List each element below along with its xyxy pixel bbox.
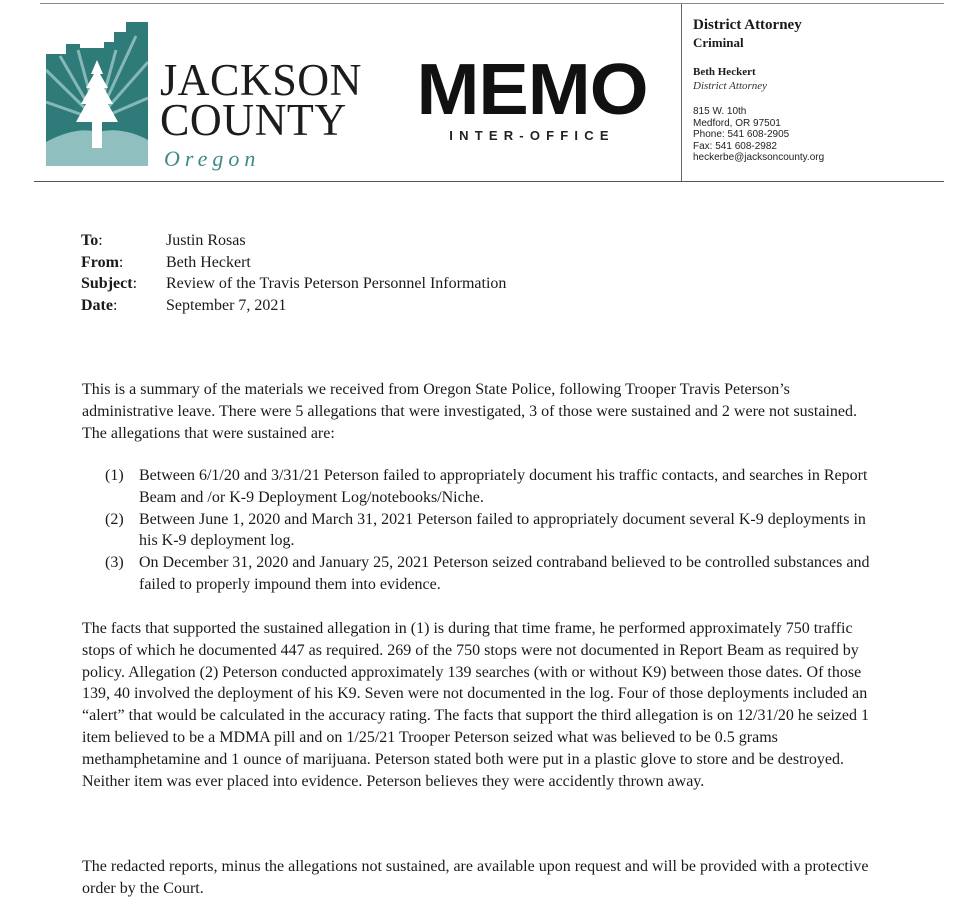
phone-number: Phone: 541 608-2905 [693, 129, 790, 141]
top-rule [40, 3, 944, 4]
county-name-line1: JACKSON [160, 55, 362, 105]
to-value: Justin Rosas [166, 232, 246, 249]
date-row [81, 295, 506, 317]
date-value: September 7, 2021 [166, 296, 287, 314]
county-state: Oregon [164, 146, 261, 171]
allegation-number: (3) [105, 554, 124, 572]
memo-header-fields [81, 230, 506, 316]
allegation-number: (1) [105, 467, 124, 484]
memo-title: MEMO [416, 50, 648, 130]
letterhead-divider [681, 4, 682, 181]
allegation-text: Between June 1, 2020 and March 31, 2021 Peterson failed to appropriately document several K-9 deployments in his K-9 deployment log. [139, 510, 866, 550]
to-row [81, 230, 506, 252]
attorney-title: District Attorney [693, 80, 768, 92]
intro-paragraph: This is a summary of the materials we received from Oregon State Police, following Trooper Travis Peterson’s administrative leave. There were 5 allegations that were investigated, 3 of those were sustained and 2 were not sustained. The allegations that were sustained are: [82, 381, 857, 442]
from-value: Beth Heckert [166, 253, 251, 271]
allegation-text: On December 31, 2020 and January 25, 2021 Peterson seized contraband believed to be controlled substances and failed to properly impound them into evidence. [139, 554, 870, 593]
memo-banner [416, 50, 648, 143]
header-rule [34, 181, 944, 182]
list-item [105, 552, 885, 596]
fax-number: Fax: 541 608-2982 [693, 140, 777, 152]
jackson-county-tree-logo [46, 22, 148, 166]
to-label: To: [81, 232, 103, 249]
date-label: Date: [81, 296, 118, 314]
list-item [105, 465, 885, 509]
from-label: From: [81, 253, 124, 271]
facts-paragraph: The facts that supported the sustained allegation in (1) is during that time frame, he performed approximately 750 traffic stops of which he documented 447 as required. 269 of the 750 stops were not documented in Report Beam as required by policy. Allegation (2) Peterson conducted approximately 139 searches (with or without K9) between those dates. Of those 139, 40 involved the deployment of his K9. Seven were not documented in the log. Four of those deployments included an “alert” that would be calculated in the accuracy rating. The facts that support the third allegation is on 12/31/20 he seized 1 item believed to be a MDMA pill and on 1/25/21 Trooper Peterson seized what was believed to be 0.5 grams methamphetamine and 1 ounce of marijuana. Peterson stated both were put in a plastic glove to store and be destroyed. Neither item was ever placed into evidence. Peterson believes they were accidently thrown away. [82, 620, 869, 790]
allegation-number: (2) [105, 510, 124, 528]
from-row [81, 252, 506, 274]
subject-value: Review of the Travis Peterson Personnel Information [166, 275, 507, 293]
subject-row [81, 273, 506, 295]
office-name: District Attorney [693, 17, 802, 33]
contact-info [693, 106, 943, 164]
email-address: heckerbe@jacksoncounty.org [693, 152, 825, 164]
sender-block [693, 16, 943, 164]
address-street: 815 W. 10th [693, 106, 747, 117]
allegation-text: Between 6/1/20 and 3/31/21 Peterson failed to appropriately document his traffic contacts, and searches in Report Beam and /or K-9 Deployment Log/notebooks/Niche. [139, 467, 868, 506]
memo-subtitle: INTER-OFFICE [449, 128, 615, 143]
list-item [105, 509, 885, 553]
county-name-line2: COUNTY [160, 95, 347, 145]
address-city: Medford, OR 97501 [693, 117, 781, 129]
subject-label: Subject: [81, 275, 138, 293]
closing-paragraph: The redacted reports, minus the allegations not sustained, are available upon request and will be provided with a protective order by the Court. [82, 858, 869, 897]
county-wordmark [160, 55, 366, 171]
attorney-name: Beth Heckert [693, 66, 756, 78]
allegations-list [105, 465, 885, 596]
division-name: Criminal [693, 35, 744, 50]
